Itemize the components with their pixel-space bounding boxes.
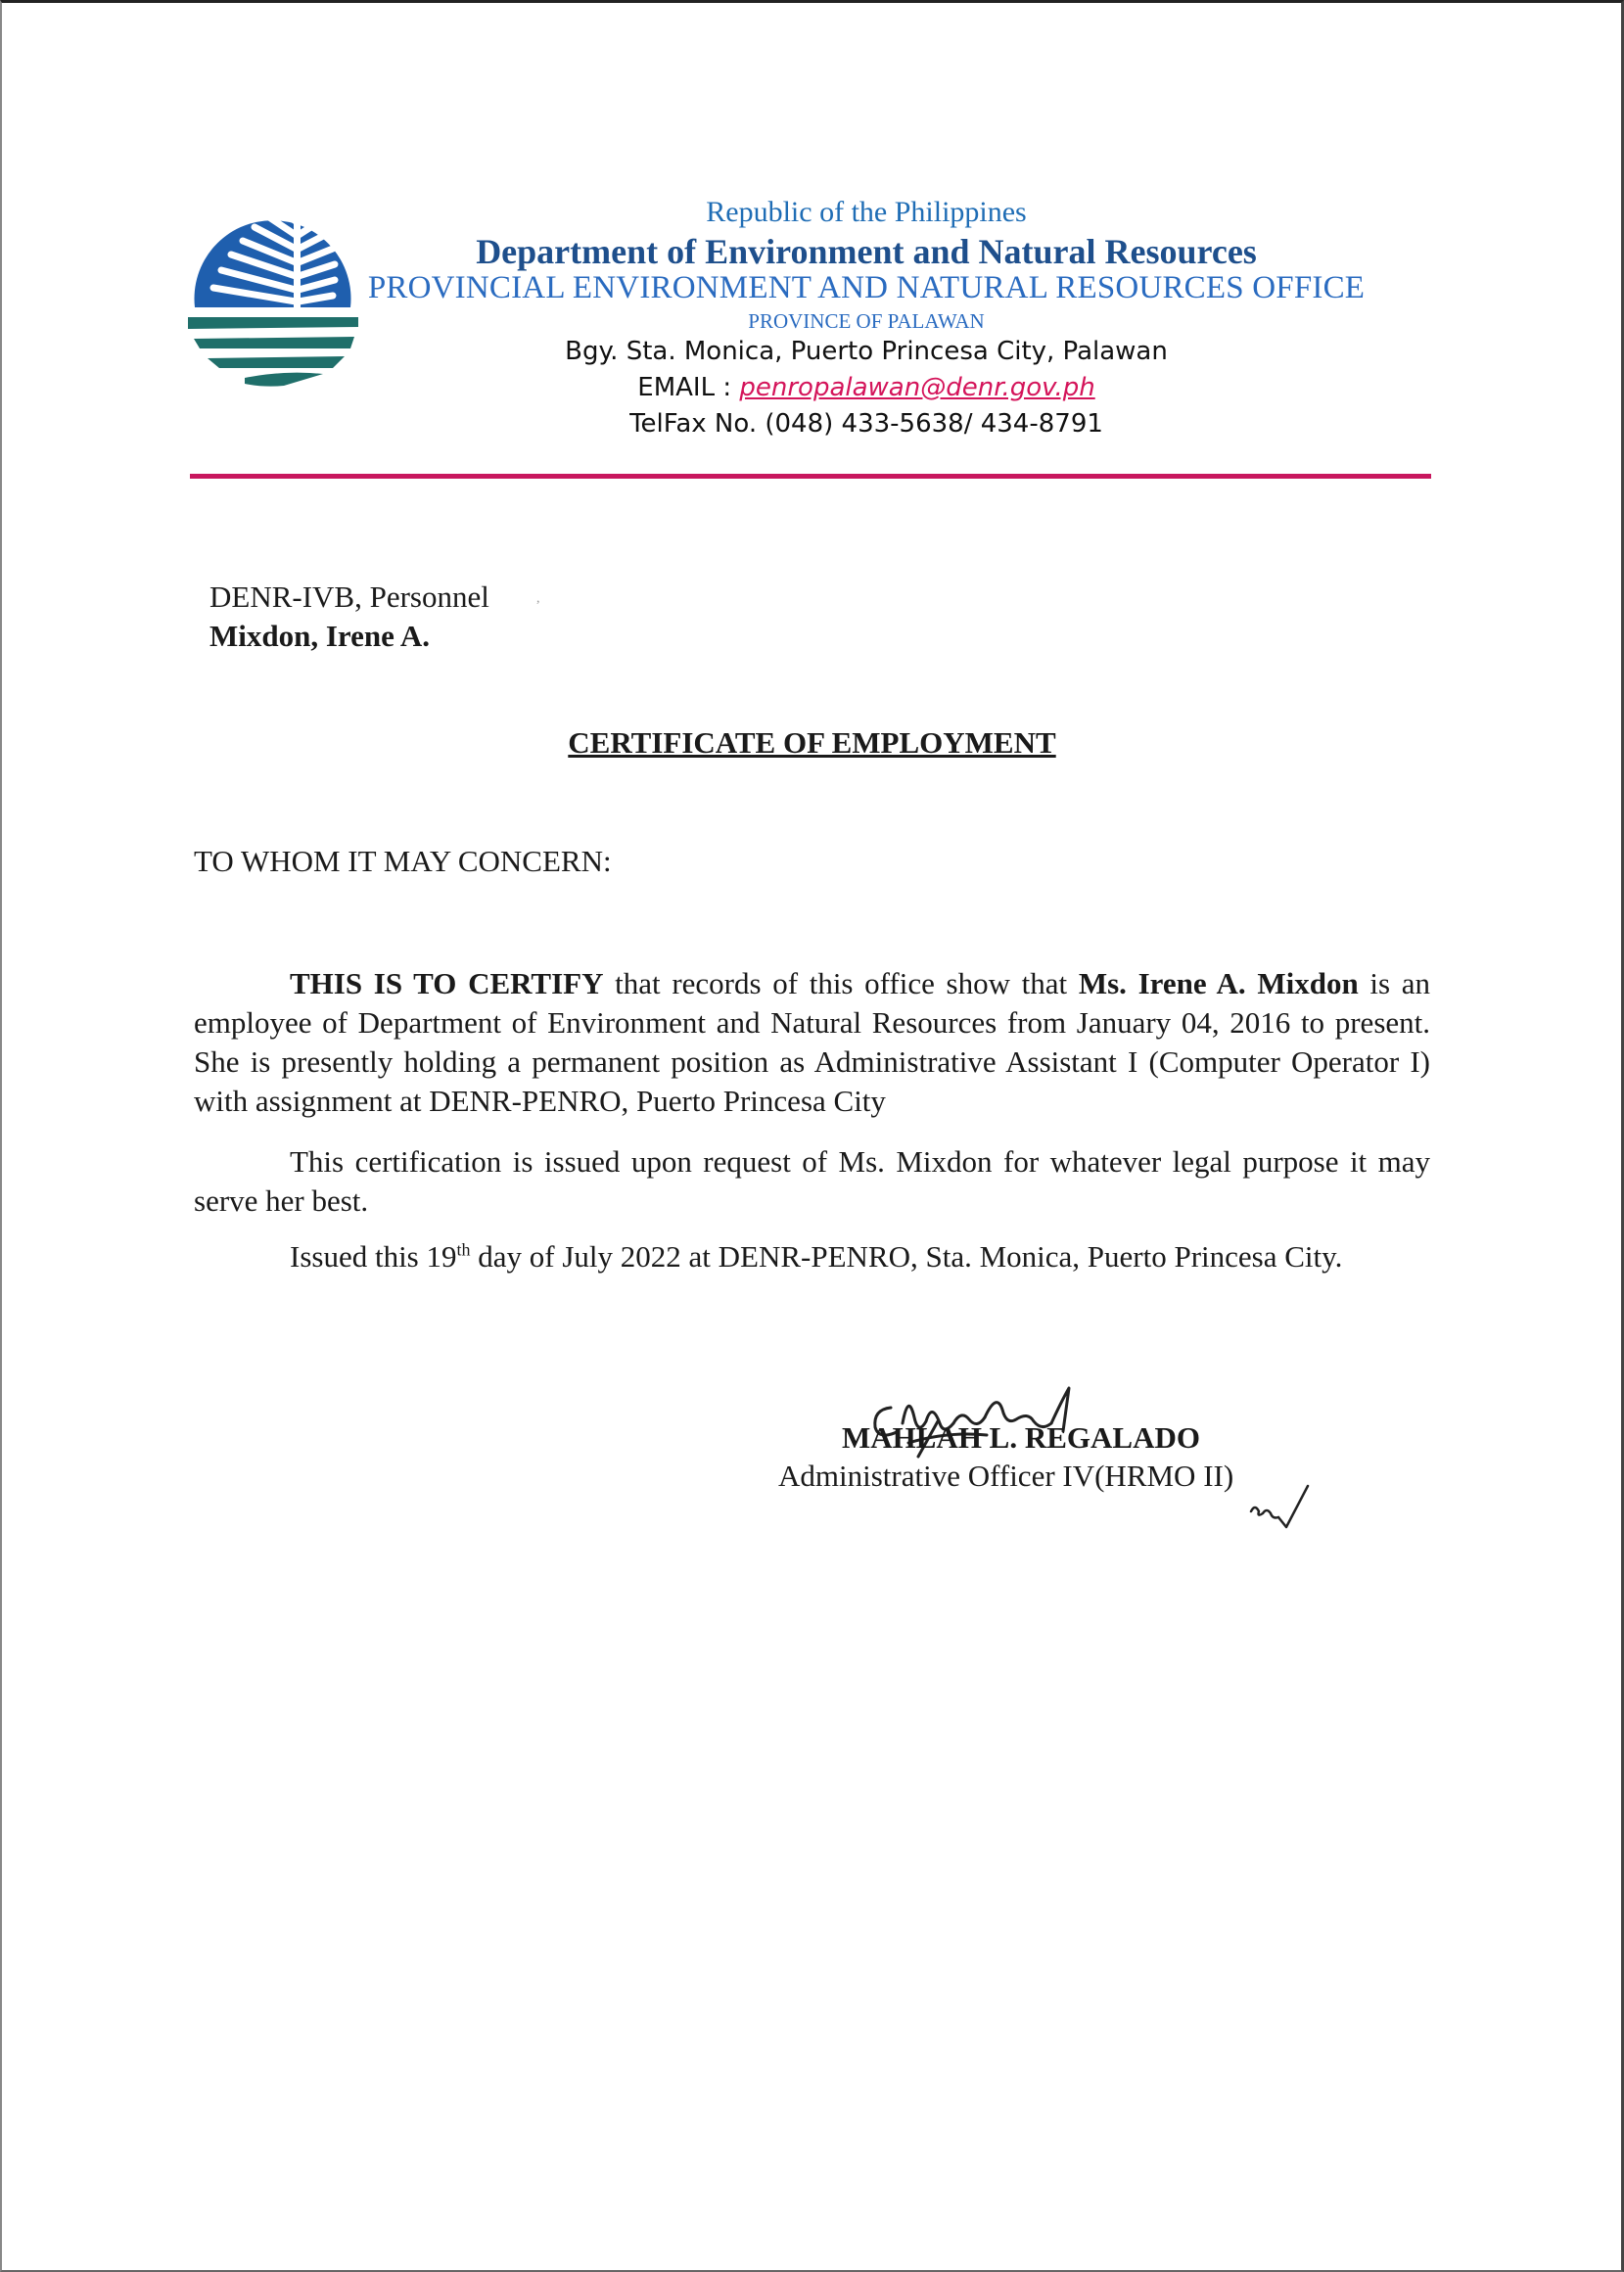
denr-logo xyxy=(186,192,358,390)
header-address: Bgy. Sta. Monica, Puerto Princesa City, Palawan xyxy=(565,337,1168,366)
document-title: CERTIFICATE OF EMPLOYMENT xyxy=(568,725,1056,760)
paragraph-purpose: This certification is issued upon request of Ms. Mixdon for whatever legal purpose it may serve her best. xyxy=(194,1144,1430,1218)
issued-ordinal: th xyxy=(456,1239,471,1260)
employee-name: Ms. Irene A. Mixdon xyxy=(1078,966,1359,1000)
header-province: PROVINCE OF PALAWAN xyxy=(748,309,985,333)
certify-text-a: that records of this office show that xyxy=(603,966,1079,1000)
header-email-line xyxy=(352,373,1380,402)
email-label: EMAIL : xyxy=(637,373,732,402)
signatory-name: MAHLAH L. REGALADO xyxy=(842,1420,1200,1455)
issued-text-a: Issued this 19 xyxy=(290,1239,457,1274)
paragraph-certify xyxy=(194,964,1430,1121)
issued-line xyxy=(290,1239,1342,1275)
certify-lead: THIS IS TO CERTIFY xyxy=(290,966,604,1000)
header-telfax: TelFax No. (048) 433-5638/ 434-8791 xyxy=(629,409,1103,439)
header-department: Department of Environment and Natural Resources xyxy=(476,232,1257,271)
certify-text-b: is an employee of Department of Environment and Natural Resources from January 04, 2016 to present. She is presently holding a permanent position as Administrative Assistant I (Computer Operator I) with assignment at DENR-PENRO, Puerto Princesa City xyxy=(194,966,1430,1118)
header-divider xyxy=(190,474,1431,479)
salutation: TO WHOM IT MAY CONCERN: xyxy=(194,844,612,878)
header-republic: Republic of the Philippines xyxy=(706,196,1027,228)
stray-mark: , xyxy=(536,591,540,606)
email-link[interactable]: penropalawan@denr.gov.ph xyxy=(739,373,1095,402)
header-office: PROVINCIAL ENVIRONMENT AND NATURAL RESOURCES OFFICE xyxy=(367,270,1366,305)
initials-mark xyxy=(1243,1478,1322,1537)
addressee-line: DENR-IVB, Personnel xyxy=(209,580,489,614)
signatory-position: Administrative Officer IV(HRMO II) xyxy=(778,1459,1234,1493)
addressee-name: Mixdon, Irene A. xyxy=(209,619,431,653)
issued-text-b: day of July 2022 at DENR-PENRO, Sta. Monica, Puerto Princesa City. xyxy=(470,1239,1343,1274)
